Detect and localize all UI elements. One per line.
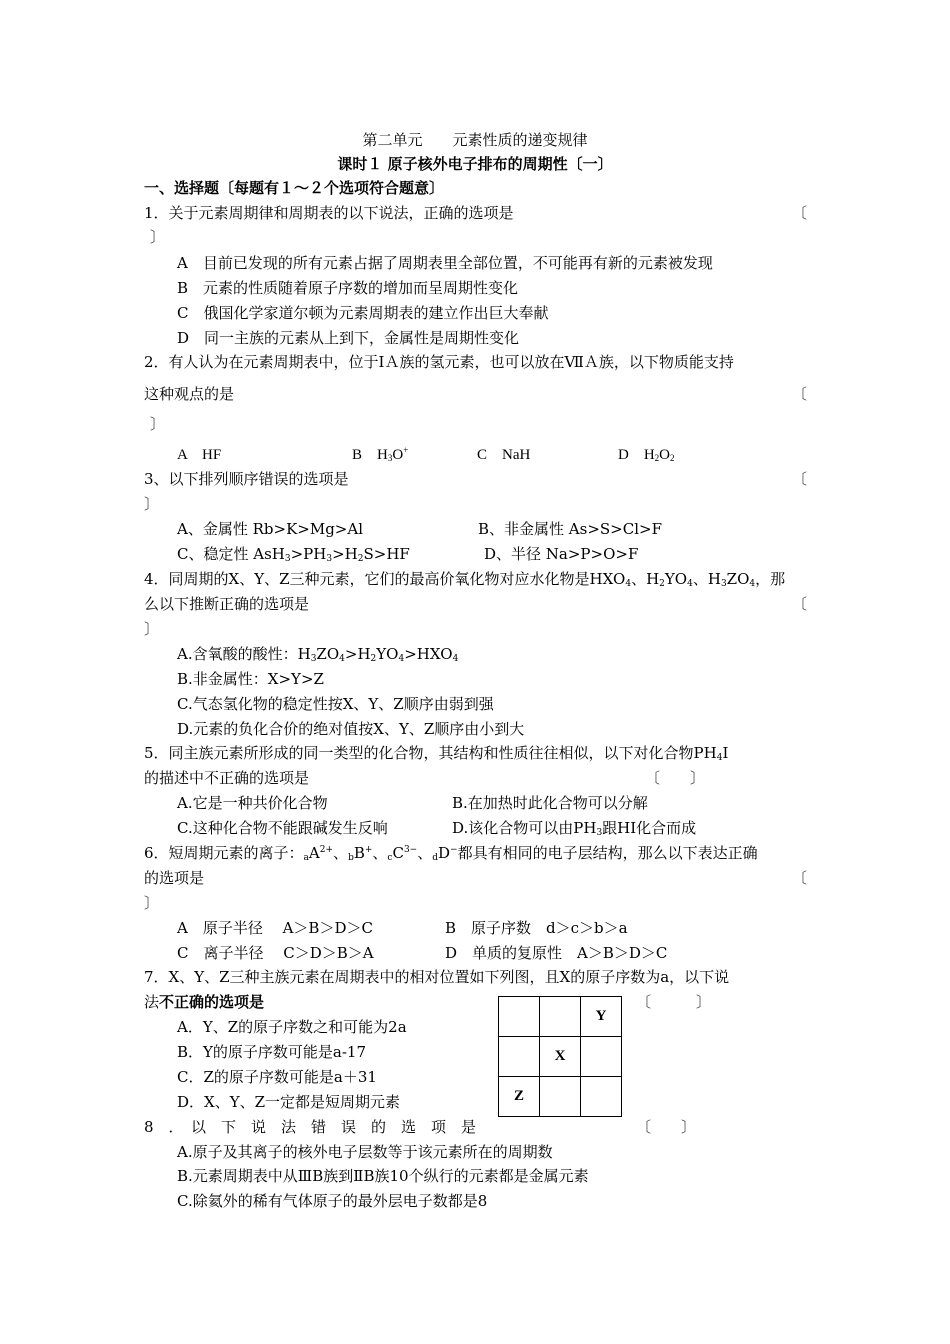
q3-option-a: A、金属性 Rb>K>Mg>Al	[177, 520, 363, 538]
q2-answer-paren-open: 〔	[792, 385, 808, 403]
q6-stem-line1: 6．短周期元素的离子：$_aA^{2+}$、$_b$B+、$_cC^{3-}$、$_d$D−都具有相同的电子层结构，那么以下表达正确	[144, 844, 758, 863]
grid-cell	[499, 1037, 540, 1077]
q1-stem: 1．关于元素周期律和周期表的以下说法，正确的选项是	[144, 204, 514, 222]
grid-cell	[499, 997, 540, 1037]
q7-option-d: D．X、Y、Z一定都是短周期元素	[177, 1093, 401, 1111]
q5-option-c: C.这种化合物不能跟碱发生反响	[177, 819, 388, 837]
q2-option-b: B $H_3O^+$	[352, 445, 409, 463]
q7-stem-line2: 法不正确的选项是	[144, 993, 265, 1011]
q6-option-d: D 单质的复原性 A＞B＞D＞C	[445, 944, 668, 962]
q8-option-a: A.原子及其离子的核外电子层数等于该元素所在的周期数	[177, 1143, 553, 1161]
q7-option-b: B．Y的原子序数可能是a-17	[177, 1043, 367, 1061]
q6-answer-paren-open: 〔	[792, 869, 808, 887]
grid-cell-x: X	[540, 1037, 581, 1077]
unit-title: 第二单元 元素性质的递变规律	[362, 131, 588, 149]
q6-option-a: A 原子半径 A＞B＞D＞C	[177, 919, 373, 937]
q1-option-a: A 目前已发现的所有元素占据了周期表里全部位置，不可能再有新的元素被发现	[177, 254, 713, 272]
q6-option-b: B 原子序数 d＞c＞b＞a	[445, 919, 628, 937]
q6-answer-paren-close: 〕	[144, 894, 160, 912]
grid-cell	[581, 1037, 622, 1077]
q3-stem: 3、以下排列顺序错误的选项是	[144, 470, 349, 488]
q3-option-c: C、稳定性 $AsH_3>PH_3>H_2S>HF$	[177, 545, 410, 564]
q2-stem-line2: 这种观点的是	[144, 385, 235, 403]
q8-option-b: B.元素周期表中从ⅢB族到ⅡB族10个纵行的元素都是金属元素	[177, 1167, 589, 1185]
q7-answer-paren: 〔 〕	[636, 993, 712, 1011]
q5-answer-paren: 〔 〕	[645, 769, 706, 787]
q1-answer-paren-open: 〔	[792, 204, 808, 222]
q2-stem-line1: 2．有人认为在元素周期表中，位于ⅠＡ族的氢元素，也可以放在ⅦＡ族，以下物质能支持	[144, 353, 734, 371]
q5-stem-line2: 的描述中不正确的选项是	[144, 769, 310, 787]
lesson-title: 课时１ 原子核外电子排布的周期性〔一〕	[337, 155, 613, 173]
grid-cell	[540, 1077, 581, 1117]
q4-stem-line2: 么以下推断正确的选项是	[144, 595, 310, 613]
q4-answer-paren-open: 〔	[792, 595, 808, 613]
q1-option-c: C 俄国化学家道尔顿为元素周期表的建立作出巨大奉献	[177, 304, 549, 322]
periodic-position-grid	[498, 996, 622, 1117]
q5-stem-line1: 5．同主族元素所形成的同一类型的化合物，其结构和性质往往相似，以下对化合物$PH_4I$	[144, 744, 729, 763]
q8-answer-paren: 〔 〕	[636, 1118, 697, 1136]
q1-option-b: B 元素的性质随着原子序数的增加而呈周期性变化	[177, 279, 519, 297]
q7-option-c: C．Z的原子序数可能是a＋31	[177, 1068, 377, 1086]
q4-option-c: C.气态氢化物的稳定性按X、Y、Z顺序由弱到强	[177, 695, 494, 713]
q8-option-c: C.除氦外的稀有气体原子的最外层电子数都是8	[177, 1192, 488, 1210]
q4-option-a: A.含氧酸的酸性：$H_3ZO_4>H_2YO_4>HXO_4$	[177, 645, 459, 664]
q4-option-b: B.非金属性：X>Y>Z	[177, 670, 324, 688]
q5-option-a: A.它是一种共价化合物	[177, 794, 328, 812]
q7-stem-line1: 7．X、Y、Z三种主族元素在周期表中的相对位置如下列图，且X的原子序数为a，以下说	[144, 968, 730, 986]
section-heading: 一、选择题〔每题有１～２个选项符合题意〕	[144, 179, 445, 197]
q3-option-d: D、半径 Na>P>O>F	[484, 545, 639, 563]
q3-option-b: B、非金属性 As>S>Cl>F	[478, 520, 662, 538]
grid-cell	[540, 997, 581, 1037]
q5-option-d: D.该化合物可以由$PH_3$跟HI化合而成	[452, 819, 697, 838]
q5-option-b: B.在加热时此化合物可以分解	[452, 794, 648, 812]
q4-stem-line1: 4．同周期的X、Y、Z三种元素，它们的最高价氧化物对应水化物是$HXO_4$、$H_2YO_4$、$H_3ZO_4$，那	[144, 570, 786, 589]
q2-option-a: A HF	[177, 447, 222, 463]
q6-option-c: C 离子半径 C＞D＞B＞A	[177, 944, 374, 962]
q4-answer-paren-close: 〕	[144, 620, 160, 638]
grid-cell-y: Y	[581, 997, 622, 1037]
q8-stem: 8 ． 以 下 说 法 错 误 的 选 项 是	[144, 1118, 477, 1136]
q3-answer-paren-open: 〔	[792, 470, 808, 488]
q2-option-c: C NaH	[477, 447, 531, 463]
q1-answer-paren-close: 〕	[150, 228, 166, 246]
q4-option-d: D.元素的负化合价的绝对值按X、Y、Z顺序由小到大	[177, 720, 525, 738]
q2-option-d: D $H_2O_2$	[618, 447, 675, 463]
q2-answer-paren-close: 〕	[150, 415, 166, 433]
q1-option-d: D 同一主族的元素从上到下，金属性是周期性变化	[177, 329, 520, 347]
q6-stem-line2: 的选项是	[144, 869, 205, 887]
q3-answer-paren-close: 〕	[144, 495, 160, 513]
grid-cell	[581, 1077, 622, 1117]
grid-cell-z: Z	[499, 1077, 540, 1117]
q7-option-a: A．Y、Z的原子序数之和可能为2a	[177, 1018, 407, 1036]
